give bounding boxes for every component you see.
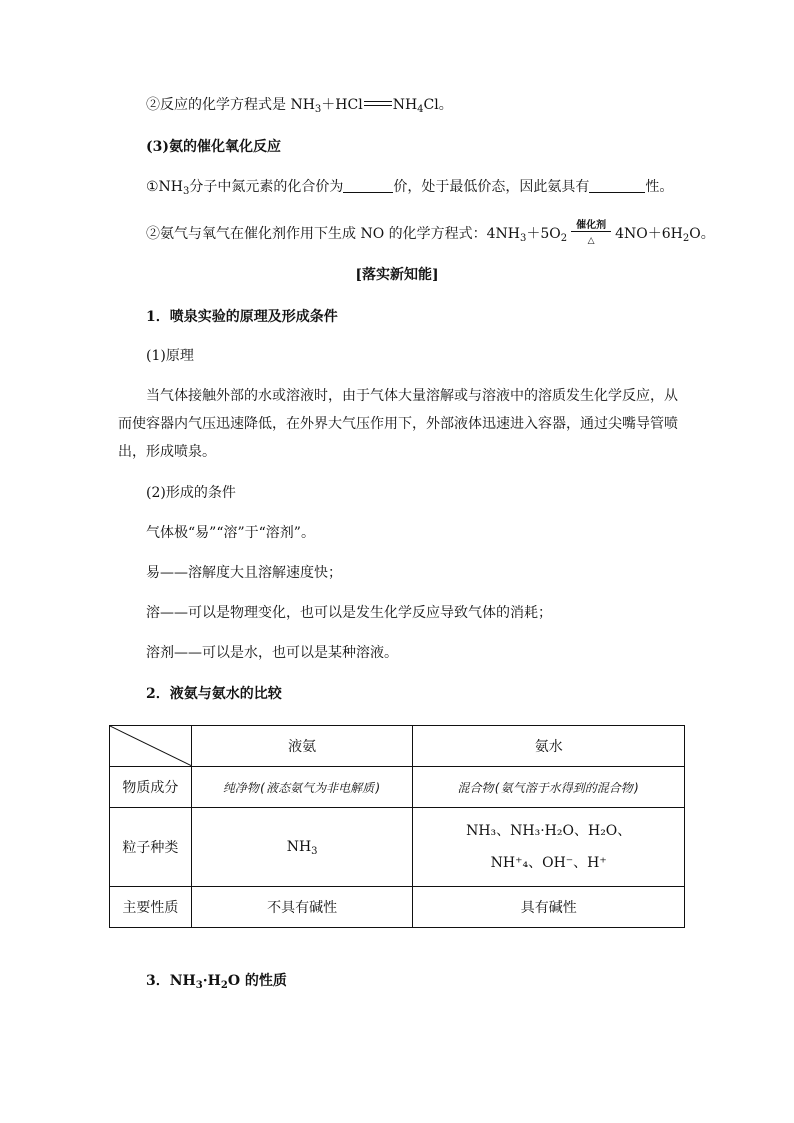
item1-title: 1．喷泉实验的原理及形成条件: [146, 309, 338, 325]
species-line1: NH₃、NH₃·H₂O、H₂O、: [466, 823, 632, 839]
q-text: ②氨气与氧气在催化剂作用下生成 NO 的化学方程式：4NH: [146, 226, 520, 242]
principle-paragraph-line2: 而使容器内气压迅速降低，在外界大气压作用下，外部液体迅速进入容器，通过尖嘴导管喷: [118, 416, 678, 432]
row-label: 物质成分: [110, 767, 192, 808]
subscript: 3: [195, 980, 203, 991]
item2-title: 2．液氨与氨水的比较: [146, 686, 282, 702]
table-row: [110, 887, 685, 928]
q-text: O。: [689, 226, 715, 242]
principle-paragraph-line3: 出，形成喷泉。: [118, 444, 216, 460]
item3-title: [146, 971, 287, 991]
eq-text: ＋HCl: [321, 97, 363, 113]
eq-text: Cl。: [423, 97, 453, 113]
table-row: [110, 767, 685, 808]
condition-line4: 溶剂——可以是水，也可以是某种溶液。: [146, 645, 398, 661]
blank-property[interactable]: [589, 178, 645, 193]
row-label: 主要性质: [110, 887, 192, 928]
reaction-equals-sign: [364, 99, 392, 109]
eq-text: ②反应的化学方程式是 NH: [146, 97, 315, 113]
cell-liquid: 纯净物(液态氨气为非电解质): [191, 767, 413, 808]
section3-title: (3)氨的催化氧化反应: [146, 139, 281, 155]
table-row: [110, 808, 685, 887]
species-line2: NH⁺₄、OH⁻、H⁺: [490, 855, 607, 871]
reaction-condition-arrow: [569, 220, 613, 246]
subscript: 2: [560, 233, 568, 244]
cell-aqueous: 混合物(氨气溶于水得到的混合物): [413, 767, 685, 808]
cell-aqueous: 具有碱性: [413, 887, 685, 928]
eq-text: NH: [392, 97, 418, 113]
condition-line3: 溶——可以是物理变化，也可以是发生化学反应导致气体的消耗；: [146, 605, 552, 621]
diagonal-line: [110, 726, 192, 766]
q-text: 价，处于最低价态，因此氨具有: [393, 179, 590, 195]
q-text: 性。: [645, 179, 674, 195]
condition-line1: 气体极“易”“溶”于“溶剂”。: [146, 525, 315, 541]
principle-title: (1)原理: [146, 348, 194, 364]
title-text: O 的性质: [227, 973, 287, 989]
subscript: 3: [314, 104, 322, 115]
header-ammonia-water: 氨水: [413, 726, 685, 767]
question-nitrogen-valence: [146, 177, 673, 197]
subscript: 3: [183, 186, 190, 197]
principle-paragraph-line1: 当气体接触外部的水或溶液时，由于气体大量溶解或与溶液中的溶质发生化学反应，从: [146, 388, 678, 404]
cell-liquid: 不具有碱性: [191, 887, 413, 928]
q-text: ＋5O: [526, 226, 561, 242]
title-text: ·H: [202, 973, 221, 989]
subscript: 3: [520, 233, 527, 244]
subscript: 3: [311, 846, 318, 857]
title-text: 3．NH: [146, 973, 196, 989]
comparison-table: [109, 725, 685, 928]
row-label: 粒子种类: [110, 808, 192, 887]
section-heading: [落实新知能]: [355, 267, 439, 283]
condition-line2: 易——溶解度大且溶解速度快；: [146, 565, 342, 581]
condition-title: (2)形成的条件: [146, 485, 236, 501]
cell-liquid: [191, 808, 413, 887]
q-text: 分子中氮元素的化合价为: [189, 179, 344, 195]
equation-catalytic-oxidation: [146, 222, 715, 244]
equation-nh3-hcl: [146, 95, 453, 115]
blank-valence[interactable]: [343, 178, 393, 193]
formula-text: NH: [286, 839, 312, 855]
q-text: 4NO＋6H: [615, 226, 683, 242]
table-header-row: [110, 726, 685, 767]
diagonal-corner-cell: [110, 726, 192, 767]
header-liquid-ammonia: 液氨: [191, 726, 413, 767]
subscript: 2: [682, 233, 690, 244]
subscript: 4: [417, 104, 424, 115]
catalyst-label: 催化剂: [576, 220, 607, 231]
subscript: 2: [220, 980, 228, 991]
cell-aqueous: [413, 808, 685, 887]
heat-symbol: △: [587, 236, 595, 246]
q-text: ①NH: [146, 179, 184, 195]
